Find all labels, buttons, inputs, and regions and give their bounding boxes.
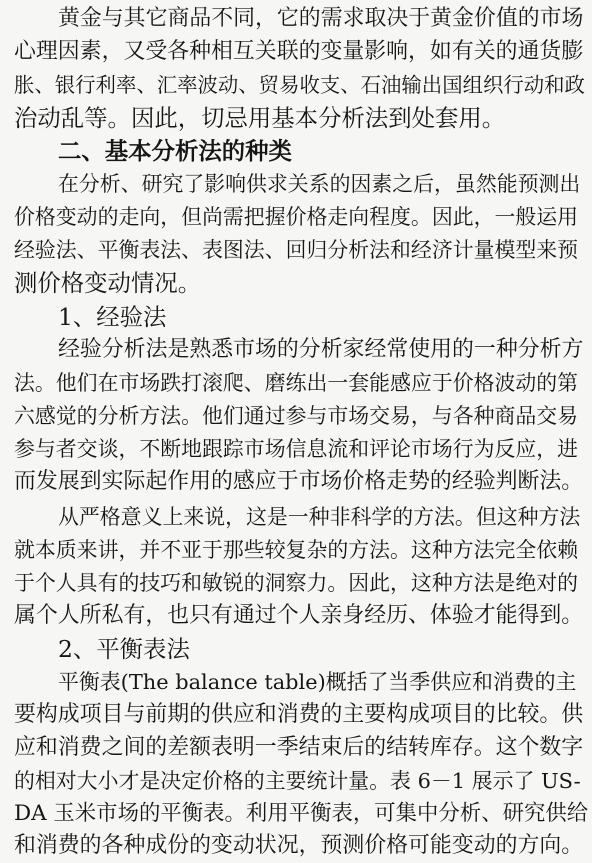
paragraph-3-line-2: 法。他们在市场跌打滚爬、磨练出一套能感应于价格波动的第 bbox=[14, 371, 579, 395]
paragraph-2-line-4: 测价格变动情况。 bbox=[14, 269, 202, 297]
paragraph-4-line-3: 于个人具有的技巧和敏锐的洞察力。因此，这种方法是绝对的 bbox=[14, 571, 579, 595]
paragraph-3-line-4: 参与者交谈，不断地跟踪市场信息流和评论市场行为反应，进 bbox=[14, 437, 579, 461]
paragraph-5-line-6: 和消费的各种成份的变动状况，预测价格可能变动的方向。 bbox=[14, 833, 584, 858]
paragraph-1-line-3: 胀、银行利率、汇率波动、贸易收支、石油输出国组织行动和政 bbox=[14, 73, 585, 97]
paragraph-2-line-2: 价格变动的走向，但尚需把握价格走向程度。因此，一般运用 bbox=[14, 205, 579, 229]
section-heading: 二、基本分析法的种类 bbox=[58, 137, 292, 165]
paragraph-2-line-3: 经验法、平衡表法、表图法、回归分析法和经济计量模型来预 bbox=[14, 238, 579, 262]
paragraph-3-line-5: 而发展到实际起作用的感应于市场价格走势的经验判断法。 bbox=[14, 469, 584, 494]
paragraph-5-line-3: 应和消费之间的差额表明一季结束后的结转库存。这个数字 bbox=[14, 735, 584, 760]
paragraph-5-line-4: 的相对大小才是决定价格的主要统计量。表 6－1 展示了 US- bbox=[14, 769, 581, 793]
subsection-heading-1: 1、经验法 bbox=[58, 303, 167, 331]
paragraph-1-line-2: 心理因素，又受各种相互关联的变量影响，如有关的通货膨 bbox=[14, 39, 584, 64]
paragraph-5-line-5: DA 玉米市场的平衡表。利用平衡表，可集中分析、研究供给 bbox=[14, 801, 589, 826]
paragraph-3-line-3: 六感觉的分析方法。他们通过参与市场交易，与各种商品交易 bbox=[14, 404, 579, 428]
paragraph-4-line-4: 属个人所私有，也只有通过个人亲身经历、体验才能得到。 bbox=[14, 603, 584, 628]
paragraph-3-line-1: 经验分析法是熟悉市场的分析家经常使用的一种分析方 bbox=[58, 337, 584, 362]
paragraph-4-line-1: 从严格意义上来说，这是一种非科学的方法。但这种方法 bbox=[58, 505, 581, 529]
paragraph-4-line-2: 就本质来讲，并不亚于那些较复杂的方法。这种方法完全依赖 bbox=[14, 538, 579, 562]
paragraph-5-line-1: 平衡表(The balance table)概括了当季供应和消费的主 bbox=[58, 670, 577, 694]
paragraph-2-line-1: 在分析、研究了影响供求关系的因素之后，虽然能预测出 bbox=[58, 172, 581, 196]
subsection-heading-2: 2、平衡表法 bbox=[58, 635, 190, 663]
paragraph-5-line-2: 要构成项目与前期的供应和消费的主要构成项目的比较。供 bbox=[14, 702, 584, 727]
paragraph-1-line-4: 治动乱等。因此，切忌用基本分析法到处套用。 bbox=[14, 104, 506, 132]
paragraph-1-line-1: 黄金与其它商品不同，它的需求取决于黄金价值的市场 bbox=[58, 6, 584, 31]
